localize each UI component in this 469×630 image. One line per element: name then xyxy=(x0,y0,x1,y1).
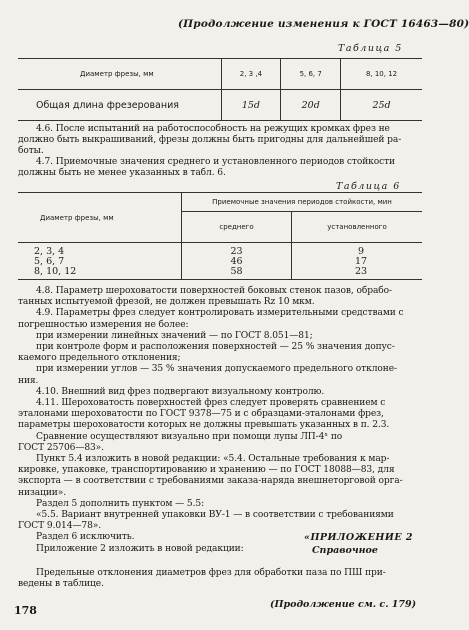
table6-mean-values: 23 46 58 xyxy=(182,243,292,280)
table5-value-2: 20d xyxy=(281,90,341,121)
page-number: 178 xyxy=(14,604,37,617)
table6 xyxy=(18,192,422,280)
appendix-title: «ПРИЛОЖЕНИЕ 2 xyxy=(304,532,414,543)
paragraph-4-6: 4.6. После испытаний на работоспособность на режущих кромках фрез не должно быть выкрашиваний, фрезы должны быть пригодны для дальнейшей ра- боты. xyxy=(18,124,402,157)
table6-col-header: Диаметр фрезы, мм xyxy=(18,193,182,243)
table6-set-values: 9 17 23 xyxy=(292,243,423,280)
table6-sub-header-set: установленного xyxy=(292,212,423,243)
paragraph-4-7: 4.7. Приемочные значения среднего и установленного периодов стойкости должны быть не менее указанных в табл. 6. xyxy=(18,157,395,179)
table5 xyxy=(18,58,422,121)
table-row xyxy=(18,59,422,90)
table5-value-1: 15d xyxy=(221,90,281,121)
body-text: 4.8. Параметр шероховатости поверхностей боковых стенок пазов, обрабо- танных испытуемой фрезой, не должен превышать Rz 10 мкм. 4.9. Параметры фрез следует контролировать измерительными средствами с погрешностью измерения не более: при измерении линейных значений — по ГОСТ 8.051—81; при контроле форм и расположения поверхностей — 25 % значения допус- каемого предельного отклонения; при измерении углов — 35 % значения допускаемого предельного отклоне- ния. 4.10. Внешний вид фрез подвергают визуальному контролю. 4.11. Шероховатость поверхностей фрез следует проверять сравнением с эталонами шероховатости по ГОСТ 9378—75 и с образцами-эталонами фрез, параметры шероховатости которых не должны превышать указанных в п. 2.3. Сравнение осуществляют визуально при помощи лупы ЛП-4ˣ по ГОСТ 25706—83». Пункт 5.4 изложить в новой редакции: «5.4. Остальные требования к мар- кировке, упаковке, транспортированию и хранению — по ГОСТ 18088—83, для экспорта — в соответствии с требованиями заказа-наряда внешнеторговой орга- низации». Раздел 5 дополнить пунктом — 5.5: «5.5. Вариант внутренней упаковки ВУ-1 — в соответствии с требованиями ГОСТ 9.014—78». Раздел 6 исключить. Приложение 2 изложить в новой редакции: xyxy=(18,286,404,554)
table-row xyxy=(18,243,422,280)
table5-group-2: 5, 6, 7 xyxy=(281,59,341,90)
closing-paragraph: Предельные отклонения диаметров фрез для обработки паза по ПШ при- ведены в таблице. xyxy=(18,568,386,590)
appendix-subtitle: Справочное xyxy=(312,545,378,556)
table5-group-3: 8, 10, 12 xyxy=(341,59,422,90)
table6-caption: Таблица 6 xyxy=(336,181,401,192)
table6-diameters: 2, 3, 4 5, 6, 7 8, 10, 12 xyxy=(18,243,182,280)
table5-caption: Таблица 5 xyxy=(338,43,403,54)
table-row xyxy=(18,193,422,212)
table5-group-1: 2, 3 ,4 xyxy=(221,59,281,90)
table-row xyxy=(18,90,422,121)
table5-row-label: Общая длина фрезерования xyxy=(18,90,221,121)
continuation-footer: (Продолжение см. с. 179) xyxy=(270,599,417,610)
table6-sub-header-mean: среднего xyxy=(182,212,292,243)
table5-col-header: Диаметр фрезы, мм xyxy=(18,59,221,90)
table6-group-header: Приемочные значения периодов стойкости, мин xyxy=(182,193,423,212)
table5-value-3: 25d xyxy=(341,90,422,121)
continuation-header: (Продолжение изменения к ГОСТ 16463—80) xyxy=(178,18,469,30)
